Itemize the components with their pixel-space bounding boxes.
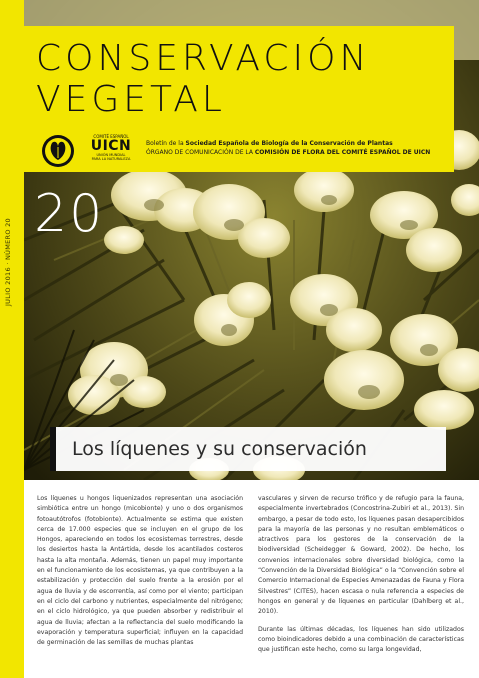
bulletin-line2-prefix: ÓRGANO DE COMUNICACIÓN DE LA: [146, 149, 255, 156]
journal-title-line2: VEGETAL: [36, 79, 226, 120]
uicn-sub-line1: UNIÓN MUNDIAL: [96, 153, 126, 157]
uicn-committee-label: COMITÉ ESPAÑOL: [93, 134, 129, 139]
bulletin-subtitle: [146, 139, 451, 157]
article-paragraph: Durante las últimas décadas, los líquenes han sido utilizados como bioindicadores debido a una combinación de características que justifican este hecho, como su larga longevidad,: [258, 625, 464, 654]
article-paragraph: vasculares y sirven de recurso trófico y de refugio para la fauna, especialmente invertebrados (Concostrina-Zubiri et al., 2013). Sin embargo, a pesar de todo esto, los líquenes pasan desapercibidos para la mayoría de las personas y no resultan emblemáticos o atractivos para los gestores de la conservación de la biodiversidad (Scheidegger & Goward, 2002). De hecho, los convenios internacionales sobre diversidad biológica, como la “Convención de la Diversidad Biológica” o la “Convención sobre el Comercio Internacional de Especies Amenazadas de Fauna y Flora Silvestres” (CITES), hacen escasa o nula referencia a especies de hongos en general y de líquenes en particular (Dahlberg et al., 2010).: [258, 495, 464, 616]
article-title: Los líquenes y su conservación: [72, 438, 367, 460]
uicn-logo: [81, 134, 141, 161]
bulletin-line2-bold: COMISIÓN DE FLORA DEL COMITÉ ESPAÑOL DE UICN: [254, 149, 431, 156]
bulletin-line1-bold: Sociedad Española de Biología de la Conservación de Plantas: [185, 140, 393, 147]
bulletin-line2: [146, 148, 451, 157]
bulletin-line1: [146, 139, 451, 148]
uicn-label: UICN: [90, 138, 132, 154]
bulletin-line1-prefix: Boletín de la: [146, 140, 186, 147]
article-column-left: [37, 494, 243, 655]
issue-date-label: JULIO 2016 · NÚMERO 20: [4, 218, 12, 307]
article-column-right: [258, 494, 464, 662]
uicn-sub-line2: PARA LA NATURALEZA: [91, 157, 131, 161]
sebicop-logo-icon: [41, 134, 75, 168]
journal-title: [36, 38, 370, 120]
masthead: [24, 26, 454, 172]
issue-number: 20: [34, 184, 105, 244]
heading-accent-bar: [50, 427, 56, 471]
article-paragraph: Los líquenes u hongos liquenizados representan una asociación simbiótica entre un hongo (micobionte) y uno o dos organismos fotoautótrofos (fotobionte). Actualmente se estima que existen cerca de 17.000 especies que se incluyen en el grupo de los Hongos, apareciendo en todos los ecosistemas terrestres, desde los desiertos hasta la Antártida, desde los acantilados costeros hasta la alta montaña. Además, tienen un papel muy importante en el funcionamiento de los ecosistemas, ya que contribuyen a la estabilización y protección del suelo frente a la erosión por el agua de lluvia y de escorrentía, así como por el viento; participan en el ciclo del carbono y nutrientes, especialmente del nitrógeno; en el ciclo hidrológico, ya que pueden absorber y redistribuir el agua de lluvia; afectan a la reflectancia del suelo modificando la evaporación y temperatura superficial; influyen en la capacidad de germinación de las semillas de muchas plantas: [37, 495, 243, 647]
cover-spine: [0, 0, 24, 678]
article-heading-box: [50, 427, 446, 471]
journal-title-line1: CONSERVACIÓN: [36, 38, 371, 79]
